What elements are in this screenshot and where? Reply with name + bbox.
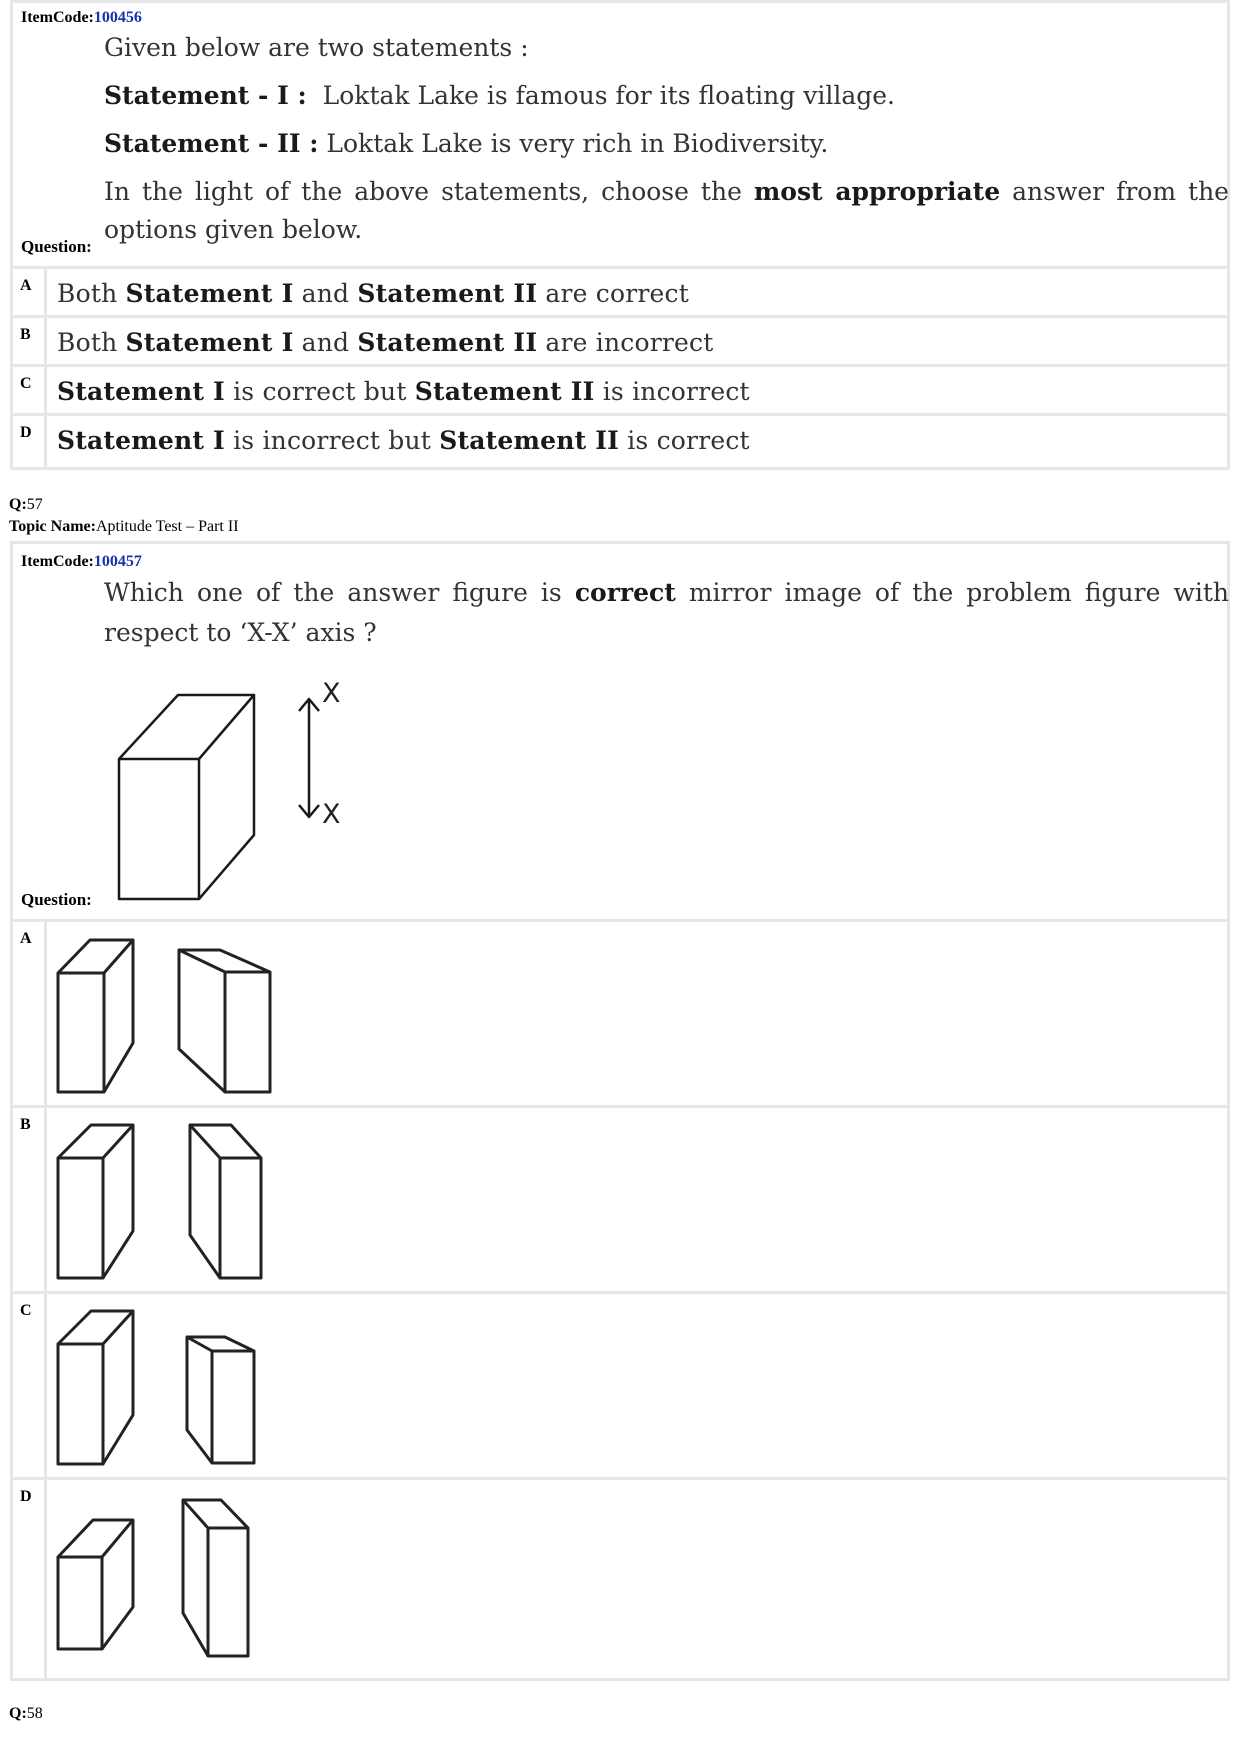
question-text: Which one of the answer figure is correct mirror image of the problem figure with respect to ‘X-X’ axis ?	[104, 578, 1229, 647]
option-letter: B	[20, 326, 31, 343]
option-b[interactable]	[13, 315, 1227, 364]
option-c[interactable]	[13, 364, 1227, 413]
option-b[interactable]	[13, 1105, 1227, 1291]
option-d-figure	[53, 1488, 293, 1673]
question-intro: Given below are two statements :	[104, 33, 529, 62]
option-text: Statement I is incorrect but Statement II is correct	[57, 426, 750, 455]
option-letter: B	[20, 1116, 31, 1133]
option-a[interactable]	[13, 266, 1227, 315]
option-text: Statement I is correct but Statement II is incorrect	[57, 377, 750, 406]
itemcode-value: 100456	[93, 9, 142, 26]
question-56-block	[10, 0, 1230, 470]
statement-1-label: Statement - I :	[104, 81, 307, 110]
statement-2-label: Statement - II :	[104, 129, 319, 158]
question-57-block	[10, 541, 1230, 1681]
question-label: Question:	[21, 237, 92, 256]
itemcode	[21, 553, 142, 571]
option-text: Both Statement I and Statement II are correct	[57, 279, 689, 308]
statement-2-text: Loktak Lake is very rich in Biodiversity.	[326, 129, 829, 158]
option-c-figure	[53, 1302, 293, 1467]
option-letter: D	[20, 424, 32, 441]
option-c[interactable]	[13, 1291, 1227, 1477]
option-letter: A	[20, 277, 32, 294]
statement-2	[104, 125, 1229, 163]
statement-1	[104, 77, 1229, 115]
axis-arrow-icon	[299, 699, 319, 817]
itemcode-value: 100457	[93, 553, 142, 570]
option-a[interactable]	[13, 919, 1227, 1105]
option-letter: D	[20, 1488, 32, 1505]
axis-label-top: X	[322, 678, 341, 709]
question-number: Q:57	[9, 496, 43, 513]
itemcode	[21, 9, 142, 27]
itemcode-label: ItemCode:	[21, 9, 94, 26]
option-letter: A	[20, 930, 32, 947]
option-letter: C	[20, 375, 32, 392]
option-b-figure	[53, 1116, 293, 1281]
question-instruction: In the light of the above statements, choose the most appropriate answer from the options given below.	[104, 177, 1229, 244]
statement-1-text: Loktak Lake is famous for its floating village.	[322, 81, 895, 110]
option-text: Both Statement I and Statement II are incorrect	[57, 328, 714, 357]
option-d[interactable]	[13, 413, 1227, 470]
option-letter: C	[20, 1302, 32, 1319]
itemcode-label: ItemCode:	[21, 553, 94, 570]
question-label: Question:	[21, 890, 92, 909]
topic-name: Topic Name:Aptitude Test – Part II	[9, 518, 239, 535]
option-a-figure	[53, 930, 293, 1095]
axis-label-bottom: X	[322, 799, 341, 830]
question-number: Q:58	[9, 1705, 43, 1722]
option-d[interactable]	[13, 1477, 1227, 1681]
